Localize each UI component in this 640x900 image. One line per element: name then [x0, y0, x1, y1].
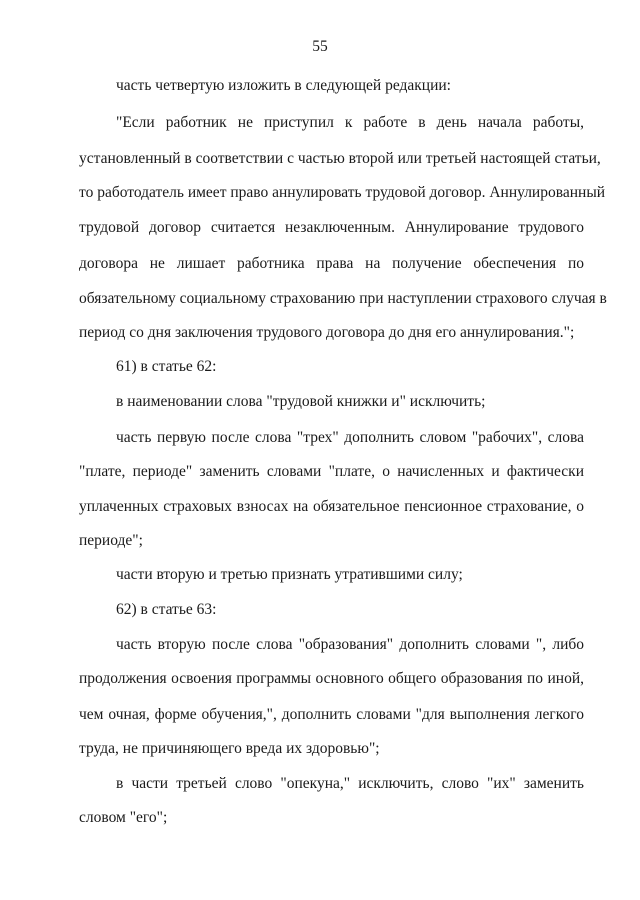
text-line: установленный в соответствии с частью второй или третьей настоящей статьи,	[79, 150, 601, 167]
text-line: уплаченных страховых взносах на обязательное пенсионное страхование, о	[79, 498, 584, 515]
text-line: труда, не причиняющего вреда их здоровью";	[79, 740, 380, 757]
text-line: часть первую после слова "трех" дополнить словом "рабочих", слова	[116, 429, 584, 446]
text-line: словом "его";	[79, 809, 168, 826]
text-line: период со дня заключения трудового договора до дня его аннулирования.";	[79, 324, 575, 341]
text-line: периоде";	[79, 532, 143, 549]
text-line: то работодатель имеет право аннулировать трудовой договор. Аннулированный	[79, 184, 606, 201]
text-line: трудовой договор считается незаключенным. Аннулирование трудового	[79, 219, 584, 236]
page-number: 55	[312, 38, 328, 55]
text-line: обязательному социальному страхованию при наступлении страхового случая в	[79, 290, 607, 307]
text-line: в наименовании слова "трудовой книжки и" исключить;	[116, 393, 486, 410]
text-line: 61) в статье 62:	[116, 358, 217, 375]
text-line: "плате, периоде" заменить словами "плате, о начисленных и фактически	[79, 463, 584, 480]
text-line: часть четвертую изложить в следующей редакции:	[116, 77, 451, 94]
text-line: продолжения освоения программы основного общего образования по иной,	[79, 670, 584, 687]
text-line: 62) в статье 63:	[116, 601, 217, 618]
text-line: часть вторую после слова "образования" дополнить словами ", либо	[116, 636, 584, 653]
text-line: части вторую и третью признать утратившими силу;	[116, 566, 463, 583]
text-line: чем очная, форме обучения,", дополнить словами "для выполнения легкого	[79, 706, 584, 723]
text-line: договора не лишает работника права на получение обеспечения по	[79, 255, 584, 272]
text-line: в части третьей слово "опекуна," исключить, слово "их" заменить	[116, 775, 584, 792]
text-line: "Если работник не приступил к работе в день начала работы,	[116, 114, 584, 131]
